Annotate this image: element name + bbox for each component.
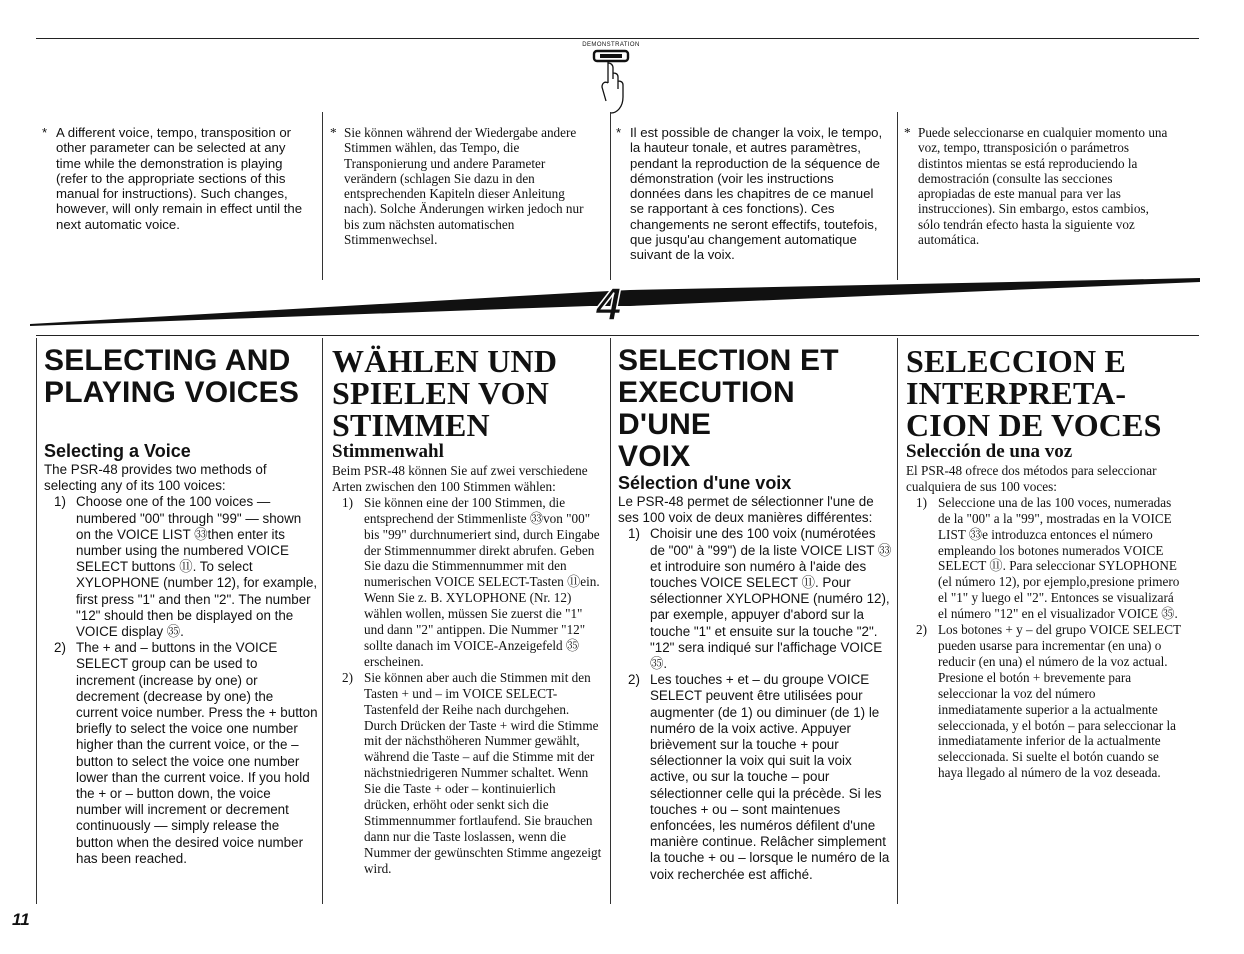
- section-divider-3: [897, 338, 898, 904]
- middle-rule: [36, 335, 1199, 336]
- instruction-list: [618, 526, 894, 882]
- section-fr: [618, 345, 894, 883]
- top-rule: [36, 38, 1199, 39]
- section-divider-1: [322, 338, 323, 904]
- list-item: 2) The + and – buttons in the VOICE SELECT group can be used to increment (increase by one) or decrement (decrease by one) the current voice number. Press the + button briefly to select the voice one number higher than the current voice, or the – button to select the voice one number lower than the current voice. If you hold the + or – button down, the voice number will increment or decrement continuously — simply release the button when the desired voice number has been reached.: [54, 640, 318, 866]
- chapter-numeral: 4: [596, 278, 622, 330]
- section-subtitle: Sélection d'une voix: [618, 473, 792, 493]
- section-subtitle: Stimmenwahl: [332, 441, 444, 462]
- demonstration-label: DEMONSTRATION: [582, 42, 640, 48]
- list-item: 2) Los botones + y – del grupo VOICE SELECT pueden usarse para incrementar (en una) o reducir (en una) el número de la voz actual. Presione el botón + brevemente para seleccionar la voz del número inmediatamente superior a la actualmente seleccionada, y el botón – para seleccionar la inmediatamente inferior de la actualmente seleccionada. Si suelte el botón cuando se haya llegado al número de la voz deseada.: [916, 622, 1181, 781]
- section-title: WÄHLEN UND SPIELEN VON STIMMEN: [332, 343, 558, 443]
- note-text: A different voice, tempo, transposition or other parameter can be selected at any time while the demonstration is playing (refer to the appropriate sections of this manual for instructions). Such changes, however, will only remain in effect until the next automatic voice.: [56, 125, 303, 232]
- list-item: 1) Choisir une des 100 voix (numérotées de "00" à "99") de la liste VOICE LIST ㉝et introduire son numéro à l'aide des touches VOICE SELECT ⑪. Pour sélectionner XYLOPHONE (numéro 12), par exemple, appuyer d'abord sur la touche "1" et ensuite sur la touche "2". "12" sera indiqué sur l'affichage VOICE ㉟.: [628, 526, 892, 672]
- section-intro: The PSR-48 provides two methods of selecting any of its 100 voices:: [44, 462, 267, 494]
- instruction-list: [44, 494, 318, 867]
- section-title: SELECCION E INTERPRETA- CION DE VOCES: [906, 343, 1162, 443]
- column-divider-2: [610, 112, 611, 280]
- list-item: 1) Seleccione una de las 100 voces, numeradas de la "00" a la "99", mostradas en la VOICE LIST ㉝e introduzca entonces el número empleando los botones numerados VOICE SELECT ⑪. Para seleccionar SYLOPHONE (el número 12), por ejemplo,presione primero el "1" y luego el "2". Entonces se visualizará el número "12" en el visualizador VOICE ㉟.: [916, 494, 1180, 622]
- note-de: * Sie können während der Wiedergabe andere Stimmen wählen, das Tempo, die Transponierung und andere Parameter verändern (schlagen Sie dazu in den entsprechenden Kapiteln dieser Anleitung nach). Solche Änderungen wirken jedoch nur bis zum nächsten automatischen Stimmenwechsel.: [330, 125, 584, 248]
- section-intro: El PSR-48 ofrece dos métodos para seleccionar cualquiera de sus 100 voces:: [906, 463, 1157, 494]
- note-es: * Puede seleccionarse en cualquier momento una voz, tempo, ttransposición o parámetros distintos mientas se está reproduciendo la demostración (consulte las secciones apropiadas de este manual para ver las instrucciones). Sin embargo, estos cambios, sólo tendrán efecto hasta la siguiente voz automática.: [904, 125, 1168, 248]
- list-item: 1) Sie können eine der 100 Stimmen, die entsprechend der Stimmenliste ㉝von "00" bis "99" durchnumeriert sind, durch Eingabe der Stimmennummer direkt abrufen. Geben Sie dazu die Stimmennummer mit den numerischen VOICE SELECT-Tasten ⑪ein. Wenn Sie z. B. XYLOPHONE (Nr. 12) wählen wollen, müssen Sie zuerst die "1" und dann "2" antippen. Die Nummer "12" sollte danach im VOICE-Anzeigefeld ㉟erscheinen.: [342, 494, 600, 669]
- demonstration-illustration: [576, 42, 646, 122]
- section-title: SELECTING AND PLAYING VOICES: [44, 344, 300, 409]
- column-divider-3: [897, 112, 898, 280]
- section-intro: Le PSR-48 permet de sélectionner l'une de ses 100 voix de deux manières différentes:: [618, 494, 874, 526]
- column-divider-1: [322, 112, 323, 280]
- note-en: * A different voice, tempo, transposition or other parameter can be selected at any time while the demonstration is playing (refer to the appropriate sections of this manual for instructions). Such changes, however, will only remain in effect until the next automatic voice.: [42, 125, 303, 232]
- section-es: [906, 345, 1182, 781]
- list-item: 2) Les touches + et – du groupe VOICE SELECT peuvent être utilisées pour augmenter (de 1) ou diminuer (de 1) le numéro de la voix active. Appuyer brièvement sur la touche + pour sélectionner la voix qui suit la voix active, ou sur la touche – pour sélectionner celle qui la précède. Si les touches + ou – sont maintenues enfoncées, les numéros défilent d'une manière continue. Relâcher simplement la touche + ou – lorsque le numéro de la voix recherchée est affiché.: [628, 672, 890, 882]
- note-text: Il est possible de changer la voix, le tempo, la hauteur tonale, et autres paramètres, pendant la reproduction de la séquence de démonstration (voir les instructions données dans les chapitres de ce manuel se rapportant à ces fonctions). Ces changements ne seront effectifs, toutefois, que jusqu'au changement automatique suivant de la voix.: [630, 125, 883, 263]
- section-intro: Beim PSR-48 können Sie auf zwei verschiedene Arten zwischen den 100 Stimmen wählen:: [332, 463, 588, 494]
- note-text: Puede seleccionarse en cualquier momento una voz, tempo, ttransposición o parámetros distintos mientas se está reproduciendo la demostración (consulte las secciones apropiadas de este manual para ver las instrucciones). Sin embargo, estos cambios, sólo tendrán efecto hasta la siguiente voz automática.: [918, 125, 1168, 248]
- note-text: Sie können während der Wiedergabe andere Stimmen wählen, das Tempo, die Transponierung und andere Parameter verändern (schlagen Sie dazu in den entsprechenden Kapiteln dieser Anleitung nach). Solche Änderungen wirken jedoch nur bis zum nächsten automatischen Stimmenwechsel.: [344, 125, 584, 248]
- section-subtitle: Selecting a Voice: [44, 441, 191, 461]
- list-item: 2) Sie können aber auch die Stimmen mit den Tasten + und – im VOICE SELECT-Tastenfeld der Reihe nach durchgehen. Durch Drücken der Taste + wird die Stimme mit der nächsthöheren Nummer gewählt, während die Taste – auf die Stimme mit der nächstniedrigeren Nummer schaltet. Wenn Sie die Taste + oder – kontinuierlich drücken, erhöht oder senkt sich die Stimmennummer fortlaufend. Sie brauchen dann nur die Taste loslassen, wenn die Nummer der gewünschten Stimme angezeigt wird.: [342, 669, 602, 876]
- chapter-banner: [30, 276, 1200, 338]
- section-de: [332, 345, 604, 877]
- instruction-list: [332, 495, 604, 877]
- left-margin-rule: [36, 338, 37, 904]
- note-fr: * Il est possible de changer la voix, le tempo, la hauteur tonale, et autres paramètres, pendant la reproduction de la séquence de démonstration (voir les instructions données dans les chapitres de ce manuel se rapportant à ces fonctions). Ces changements ne seront effectifs, toutefois, que jusqu'au changement automatique suivant de la voix.: [616, 125, 883, 263]
- instruction-list: [906, 495, 1182, 781]
- page-number: 11: [12, 910, 30, 929]
- section-title: SELECTION ET EXECUTION D'UNE VOIX: [618, 344, 839, 473]
- section-divider-2: [610, 338, 611, 904]
- hand-pressing-button-icon: [589, 102, 633, 119]
- section-en: [44, 345, 318, 867]
- list-item: 1) Choose one of the 100 voices — numbered "00" through "99" — shown on the VOICE LIST ㉝then enter its number using the numbered VOICE SELECT buttons ⑪. To select XYLOPHONE (number 12), for example, first press "1" and then "2". The number "12" should then be displayed on the VOICE display ㉟.: [54, 494, 318, 640]
- section-subtitle: Selección de una voz: [906, 441, 1073, 462]
